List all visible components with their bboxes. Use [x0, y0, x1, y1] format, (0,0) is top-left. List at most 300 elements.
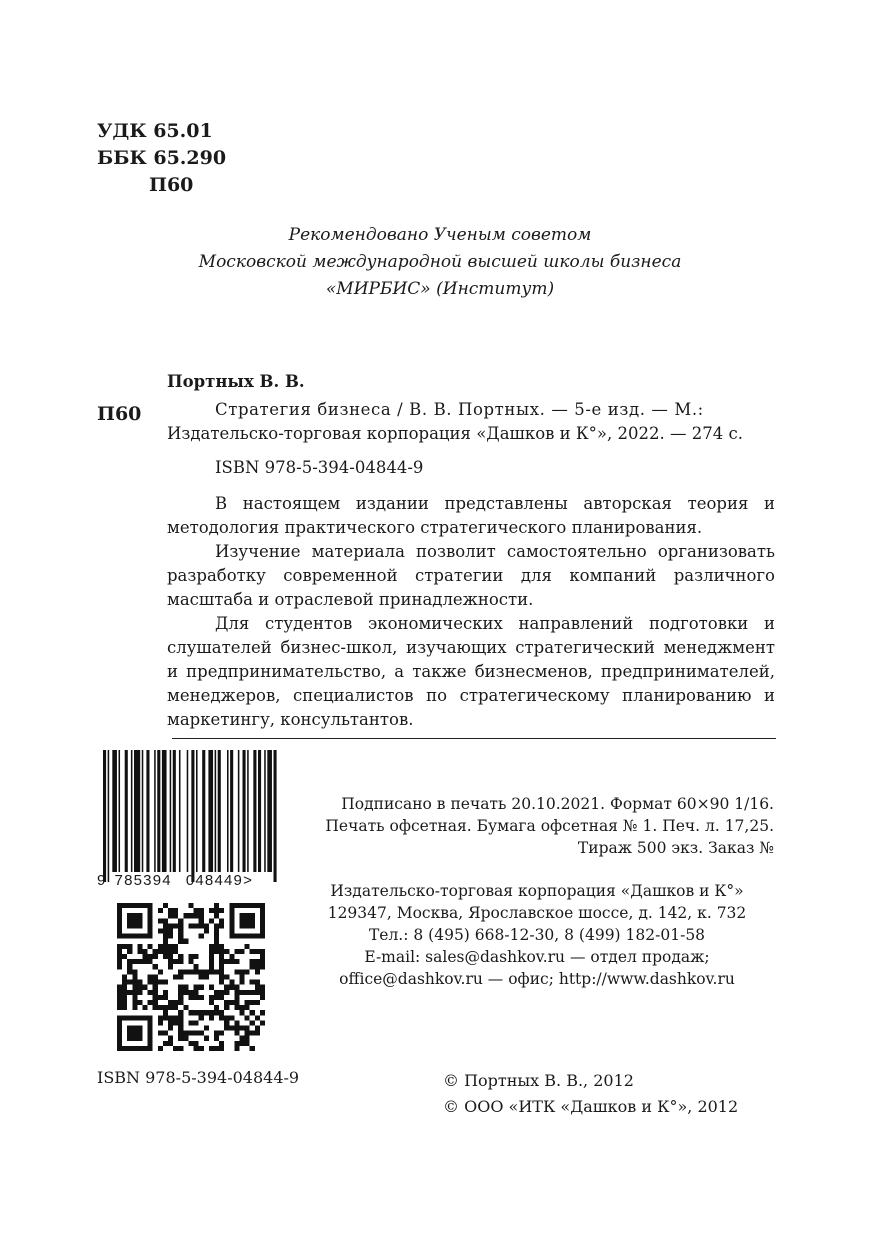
- qr-module: [194, 964, 199, 969]
- copyright-publisher: © ООО «ИТК «Дашков и К°», 2012: [443, 1097, 739, 1116]
- qr-module: [178, 990, 183, 995]
- qr-module: [245, 1036, 250, 1041]
- qr-module: [173, 913, 178, 918]
- recommendation-line: «МИРБИС» (Институт): [325, 279, 555, 299]
- barcode-bar: [112, 750, 117, 872]
- qr-module: [168, 934, 173, 939]
- qr-module: [209, 995, 214, 1000]
- qr-module: [204, 1036, 209, 1041]
- qr-module: [229, 1015, 234, 1020]
- qr-module: [137, 1000, 142, 1005]
- qr-module: [214, 995, 219, 1000]
- qr-module: [245, 1031, 250, 1036]
- qr-module: [239, 969, 244, 974]
- qr-module: [214, 923, 219, 928]
- qr-module: [234, 990, 239, 995]
- qr-module: [188, 969, 193, 974]
- qr-module: [183, 969, 188, 974]
- qr-module: [219, 990, 224, 995]
- qr-module: [132, 990, 137, 995]
- qr-module: [224, 974, 229, 979]
- qr-module: [199, 1015, 204, 1020]
- qr-module: [255, 980, 260, 985]
- qr-module: [224, 1000, 229, 1005]
- qr-module: [163, 1041, 168, 1046]
- qr-module: [178, 1025, 183, 1030]
- imprint-line: Печать офсетная. Бумага офсетная № 1. Печ. л. 17,25.: [325, 817, 774, 835]
- qr-module: [153, 990, 158, 995]
- qr-module: [148, 1000, 153, 1005]
- barcode-digit-first: 9: [97, 872, 107, 889]
- qr-module: [219, 1015, 224, 1020]
- qr-module: [194, 969, 199, 974]
- qr-module: [214, 929, 219, 934]
- qr-module: [117, 964, 122, 969]
- qr-module: [163, 1010, 168, 1015]
- qr-module: [214, 913, 219, 918]
- qr-module: [137, 944, 142, 949]
- qr-module: [153, 949, 158, 954]
- qr-module: [209, 908, 214, 913]
- qr-module: [255, 1025, 260, 1030]
- qr-module: [224, 1020, 229, 1025]
- qr-module: [168, 954, 173, 959]
- qr-module: [127, 969, 132, 974]
- qr-module: [250, 959, 255, 964]
- qr-module: [158, 1015, 163, 1020]
- qr-module: [158, 1020, 163, 1025]
- qr-module: [158, 908, 163, 913]
- qr-module: [153, 954, 158, 959]
- qr-module: [219, 964, 224, 969]
- qr-module: [219, 954, 224, 959]
- qr-module: [178, 1020, 183, 1025]
- qr-finder-edge: [117, 1015, 153, 1020]
- qr-finder-edge: [148, 903, 153, 939]
- annotation-paragraph: В настоящем издании представлены авторская теория и методология практического стратегического планирования.: [167, 494, 775, 537]
- barcode-bar: [173, 750, 176, 872]
- qr-module: [260, 1020, 265, 1025]
- qr-module: [132, 980, 137, 985]
- qr-module: [153, 985, 158, 990]
- qr-module: [163, 995, 168, 1000]
- qr-module: [122, 1000, 127, 1005]
- annotation-paragraph: Для студентов экономических направлений подготовки и слушателей бизнес-школ, изучающих стратегический менеджмент и предпринимательство, а также бизнесменов, предпринимателей, менеджеров, специалистов по стратегическому планированию и маркетингу, консультантов.: [167, 614, 775, 729]
- recommendation-line: Московской международной высшей школы бизнеса: [198, 252, 682, 272]
- qr-module: [245, 944, 250, 949]
- barcode-bar: [162, 750, 167, 872]
- qr-module: [255, 964, 260, 969]
- qr-module: [122, 944, 127, 949]
- qr-module: [153, 995, 158, 1000]
- qr-module: [168, 1015, 173, 1020]
- qr-module: [188, 995, 193, 1000]
- barcode-digit-group: 048449: [185, 872, 244, 889]
- qr-module: [163, 929, 168, 934]
- qr-module: [178, 954, 183, 959]
- print-imprint: [325, 793, 774, 859]
- qr-module: [255, 949, 260, 954]
- qr-module: [137, 980, 142, 985]
- qr-module: [239, 949, 244, 954]
- barcode-bar: [230, 750, 233, 872]
- qr-module: [127, 990, 132, 995]
- qr-module: [239, 1005, 244, 1010]
- qr-module: [132, 1000, 137, 1005]
- qr-module: [204, 969, 209, 974]
- qr-module: [199, 923, 204, 928]
- qr-module: [214, 903, 219, 908]
- qr-module: [239, 980, 244, 985]
- barcode-bar: [274, 750, 277, 882]
- qr-module: [117, 949, 122, 954]
- qr-module: [122, 974, 127, 979]
- qr-module: [188, 1020, 193, 1025]
- qr-module: [122, 995, 127, 1000]
- qr-module: [178, 1031, 183, 1036]
- qr-module: [183, 1005, 188, 1010]
- qr-module: [239, 1041, 244, 1046]
- qr-module: [209, 959, 214, 964]
- qr-module: [127, 980, 132, 985]
- qr-module: [188, 990, 193, 995]
- qr-module: [260, 949, 265, 954]
- qr-module: [250, 1046, 255, 1051]
- copyright-block: [443, 1068, 738, 1120]
- qr-module: [194, 923, 199, 928]
- imprint-line: Подписано в печать 20.10.2021. Формат 60×90 1/16.: [341, 795, 774, 813]
- qr-module: [178, 1015, 183, 1020]
- barcode-bar: [227, 750, 229, 872]
- qr-module: [234, 959, 239, 964]
- qr-finder-edge: [117, 934, 153, 939]
- qr-module: [173, 923, 178, 928]
- barcode-bar: [247, 750, 249, 872]
- qr-module: [229, 985, 234, 990]
- qr-module: [178, 934, 183, 939]
- qr-module: [204, 923, 209, 928]
- qr-module: [158, 1046, 163, 1051]
- qr-module: [245, 990, 250, 995]
- qr-module: [132, 985, 137, 990]
- qr-module: [173, 949, 178, 954]
- qr-module: [158, 995, 163, 1000]
- qr-finder-edge: [117, 1015, 122, 1051]
- qr-module: [168, 923, 173, 928]
- qr-module: [199, 969, 204, 974]
- qr-module: [137, 949, 142, 954]
- qr-module: [163, 934, 168, 939]
- qr-module: [245, 1005, 250, 1010]
- qr-module: [250, 949, 255, 954]
- qr-module: [188, 954, 193, 959]
- qr-module: [183, 913, 188, 918]
- qr-module: [143, 954, 148, 959]
- qr-module: [255, 1015, 260, 1020]
- qr-module: [219, 944, 224, 949]
- barcode-bar: [215, 750, 217, 872]
- qr-module: [245, 1041, 250, 1046]
- qr-module: [173, 908, 178, 913]
- qr-module: [255, 969, 260, 974]
- qr-module: [260, 954, 265, 959]
- qr-module: [127, 964, 132, 969]
- qr-module: [219, 1010, 224, 1015]
- qr-module: [250, 990, 255, 995]
- qr-finder-edge: [229, 903, 265, 908]
- barcode-bar: [154, 750, 156, 872]
- qr-finder-core: [127, 913, 142, 928]
- qr-module: [163, 980, 168, 985]
- qr-module: [214, 990, 219, 995]
- qr-module: [194, 913, 199, 918]
- qr-module: [229, 959, 234, 964]
- barcode-bar: [196, 750, 198, 872]
- recommendation-line: Рекомендовано Ученым советом: [288, 225, 592, 245]
- qr-module: [194, 1041, 199, 1046]
- qr-module: [239, 1036, 244, 1041]
- qr-module: [229, 1000, 234, 1005]
- qr-module: [209, 949, 214, 954]
- qr-module: [163, 903, 168, 908]
- qr-module: [199, 934, 204, 939]
- qr-module: [163, 990, 168, 995]
- udk-code: УДК 65.01: [97, 120, 213, 142]
- qr-module: [214, 934, 219, 939]
- qr-module: [204, 1025, 209, 1030]
- qr-module: [132, 1005, 137, 1010]
- qr-module: [229, 980, 234, 985]
- qr-module: [163, 1031, 168, 1036]
- qr-finder-edge: [148, 1015, 153, 1051]
- qr-module: [178, 1046, 183, 1051]
- qr-module: [148, 954, 153, 959]
- qr-module: [199, 1046, 204, 1051]
- qr-module: [194, 990, 199, 995]
- qr-module: [214, 1005, 219, 1010]
- qr-module: [239, 1010, 244, 1015]
- qr-module: [219, 918, 224, 923]
- publisher-address: 129347, Москва, Ярославское шоссе, д. 142, к. 732: [327, 904, 747, 922]
- qr-module: [219, 1046, 224, 1051]
- qr-module: [132, 969, 137, 974]
- qr-module: [168, 1000, 173, 1005]
- qr-module: [255, 1000, 260, 1005]
- qr-module: [148, 944, 153, 949]
- qr-module: [214, 944, 219, 949]
- qr-module: [219, 980, 224, 985]
- barcode-bar: [103, 750, 106, 882]
- qr-module: [214, 969, 219, 974]
- qr-module: [204, 974, 209, 979]
- recommendation: [160, 222, 720, 303]
- qr-module: [219, 949, 224, 954]
- qr-module: [209, 969, 214, 974]
- qr-module: [214, 939, 219, 944]
- qr-module: [255, 990, 260, 995]
- qr-module: [224, 1025, 229, 1030]
- qr-module: [122, 985, 127, 990]
- qr-module: [245, 969, 250, 974]
- qr-module: [199, 995, 204, 1000]
- qr-module: [245, 1000, 250, 1005]
- qr-module: [194, 1010, 199, 1015]
- qr-module: [260, 964, 265, 969]
- qr-finder-edge: [117, 903, 122, 939]
- record-author: Портных В. В.: [167, 372, 305, 391]
- qr-module: [183, 1036, 188, 1041]
- qr-module: [234, 1031, 239, 1036]
- annotation: [167, 492, 775, 732]
- qr-module: [234, 995, 239, 1000]
- qr-module: [173, 959, 178, 964]
- qr-module: [163, 954, 168, 959]
- qr-module: [219, 908, 224, 913]
- qr-module: [153, 980, 158, 985]
- qr-module: [209, 918, 214, 923]
- qr-module: [234, 985, 239, 990]
- qr-module: [234, 949, 239, 954]
- title-line: Стратегия бизнеса / В. В. Портных. — 5-е изд. — М.:: [215, 400, 704, 419]
- barcode-digit-group: 785394: [114, 872, 172, 889]
- qr-module: [117, 1000, 122, 1005]
- barcode-bar: [179, 750, 181, 872]
- annotation-paragraph: Изучение материала позволит самостоятельно организовать разработку современной стратегии для компаний различного масштаба и отраслевой принадлежности.: [167, 542, 775, 609]
- barcode-bar: [170, 750, 172, 872]
- qr-finder-edge: [117, 1046, 153, 1051]
- publisher-info: [300, 880, 774, 990]
- qr-module: [127, 959, 132, 964]
- qr-module: [153, 1000, 158, 1005]
- qr-module: [127, 944, 132, 949]
- qr-module: [188, 1031, 193, 1036]
- qr-module: [219, 969, 224, 974]
- qr-module: [250, 980, 255, 985]
- qr-module: [234, 1020, 239, 1025]
- qr-module: [183, 990, 188, 995]
- qr-module: [168, 964, 173, 969]
- qr-module: [183, 1031, 188, 1036]
- qr-module: [143, 985, 148, 990]
- qr-module: [255, 959, 260, 964]
- qr-module: [168, 1005, 173, 1010]
- qr-module: [224, 959, 229, 964]
- qr-module: [209, 985, 214, 990]
- qr-module: [178, 929, 183, 934]
- qr-module: [250, 1010, 255, 1015]
- qr-finder-core: [127, 1025, 142, 1040]
- qr-module: [250, 964, 255, 969]
- qr-module: [199, 1010, 204, 1015]
- qr-module: [219, 923, 224, 928]
- qr-module: [229, 1025, 234, 1030]
- qr-module: [199, 908, 204, 913]
- qr-module: [163, 1005, 168, 1010]
- qr-module: [260, 990, 265, 995]
- barcode-bar: [125, 750, 128, 872]
- qr-module: [245, 1025, 250, 1030]
- qr-module: [194, 1046, 199, 1051]
- qr-module: [132, 959, 137, 964]
- qr-module: [168, 913, 173, 918]
- qr-module: [173, 1015, 178, 1020]
- qr-module: [209, 944, 214, 949]
- qr-module: [260, 959, 265, 964]
- bbk-code: ББК 65.290: [97, 147, 227, 169]
- qr-module: [260, 995, 265, 1000]
- qr-module: [168, 1025, 173, 1030]
- qr-module: [117, 959, 122, 964]
- qr-module: [188, 903, 193, 908]
- qr-module: [153, 964, 158, 969]
- qr-code: [117, 903, 265, 1051]
- qr-module: [219, 1041, 224, 1046]
- qr-module: [148, 974, 153, 979]
- qr-module: [178, 1010, 183, 1015]
- qr-module: [219, 995, 224, 1000]
- qr-module: [188, 959, 193, 964]
- barcode-bar: [267, 750, 272, 872]
- qr-module: [234, 1005, 239, 1010]
- qr-module: [239, 990, 244, 995]
- qr-module: [178, 959, 183, 964]
- qr-module: [199, 974, 204, 979]
- qr-module: [143, 949, 148, 954]
- qr-module: [148, 990, 153, 995]
- barcode-bar: [191, 750, 194, 882]
- qr-module: [117, 990, 122, 995]
- qr-module: [173, 1020, 178, 1025]
- qr-module: [137, 985, 142, 990]
- qr-module: [224, 1015, 229, 1020]
- qr-module: [219, 974, 224, 979]
- publisher-web: office@dashkov.ru — офис; http://www.dashkov.ru: [339, 970, 735, 988]
- qr-module: [194, 954, 199, 959]
- barcode-end-mark: >: [243, 872, 254, 889]
- qr-module: [214, 1046, 219, 1051]
- record-isbn: ISBN 978-5-394-04844-9: [215, 458, 424, 477]
- barcode-digits: [97, 872, 253, 889]
- qr-module: [148, 980, 153, 985]
- qr-module: [260, 1010, 265, 1015]
- qr-module: [132, 995, 137, 1000]
- qr-module: [209, 1046, 214, 1051]
- qr-module: [204, 929, 209, 934]
- qr-module: [117, 985, 122, 990]
- qr-module: [117, 995, 122, 1000]
- barcode-bar: [142, 750, 144, 872]
- qr-module: [260, 985, 265, 990]
- qr-module: [204, 1010, 209, 1015]
- isbn-barcode: [97, 750, 297, 890]
- qr-module: [163, 918, 168, 923]
- qr-module: [239, 974, 244, 979]
- barcode-bar: [146, 750, 149, 872]
- publisher-name: Издательско-торговая корпорация «Дашков и К°»: [330, 882, 744, 900]
- qr-module: [209, 1000, 214, 1005]
- qr-module: [163, 1015, 168, 1020]
- qr-module: [178, 974, 183, 979]
- title-line: Издательско-торговая корпорация «Дашков и К°», 2022. — 274 с.: [167, 424, 743, 443]
- qr-module: [168, 959, 173, 964]
- qr-module: [168, 908, 173, 913]
- qr-module: [158, 944, 163, 949]
- qr-module: [137, 990, 142, 995]
- barcode-bar: [134, 750, 140, 872]
- barcode-bar: [202, 750, 205, 872]
- qr-module: [194, 1020, 199, 1025]
- barcode-bar: [187, 750, 189, 872]
